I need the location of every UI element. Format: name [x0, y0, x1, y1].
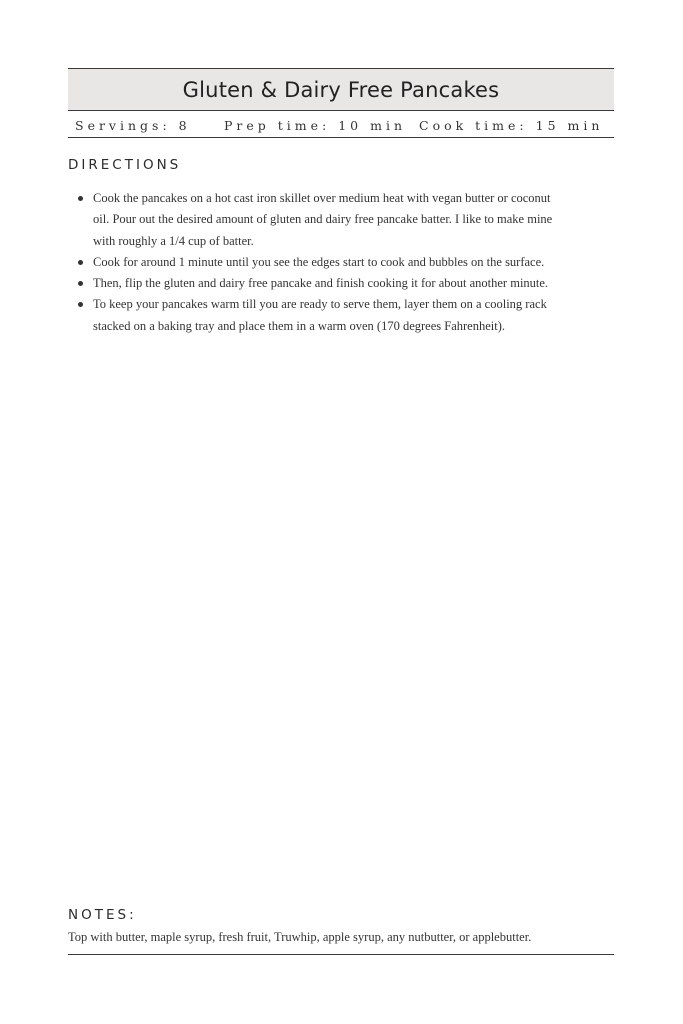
direction-step: [78, 294, 568, 337]
direction-step-text: Then, flip the gluten and dairy free pancake and finish cooking it for about another minute.: [93, 276, 549, 291]
servings-label: Servings: 8: [75, 118, 191, 133]
notes-text: Top with butter, maple syrup, fresh fruit, Truwhip, apple syrup, any nutbutter, or applebutter.: [68, 930, 532, 944]
title-banner: [68, 68, 614, 111]
bullet-icon: [78, 196, 83, 201]
bullet-icon: [78, 260, 83, 265]
direction-step-text: Cook the pancakes on a hot cast iron skillet over medium heat with vegan butter or coconut oil. Pour out the desired amount of gluten and dairy free pancake batter. I like to make mine with roughly a 1/4 cup of batter.: [93, 191, 553, 248]
directions-heading: DIRECTIONS: [68, 157, 182, 173]
directions-list: [78, 188, 568, 337]
bottom-divider: [68, 954, 614, 955]
notes-heading: NOTES:: [68, 907, 137, 923]
bullet-icon: [78, 302, 83, 307]
direction-step: [78, 273, 568, 294]
recipe-title: Gluten & Dairy Free Pancakes: [182, 77, 500, 102]
direction-step: [78, 252, 568, 273]
cook-time-label: Cook time: 15 min: [419, 118, 604, 133]
bullet-icon: [78, 281, 83, 286]
direction-step: [78, 188, 568, 252]
direction-step-text: To keep your pancakes warm till you are ready to serve them, layer them on a cooling rack stacked on a baking tray and place them in a warm oven (170 degrees Fahrenheit).: [93, 297, 547, 333]
direction-step-text: Cook for around 1 minute until you see the edges start to cook and bubbles on the surface.: [93, 254, 545, 269]
prep-time-label: Prep time: 10 min: [224, 118, 406, 133]
recipe-meta-row: [68, 110, 614, 138]
